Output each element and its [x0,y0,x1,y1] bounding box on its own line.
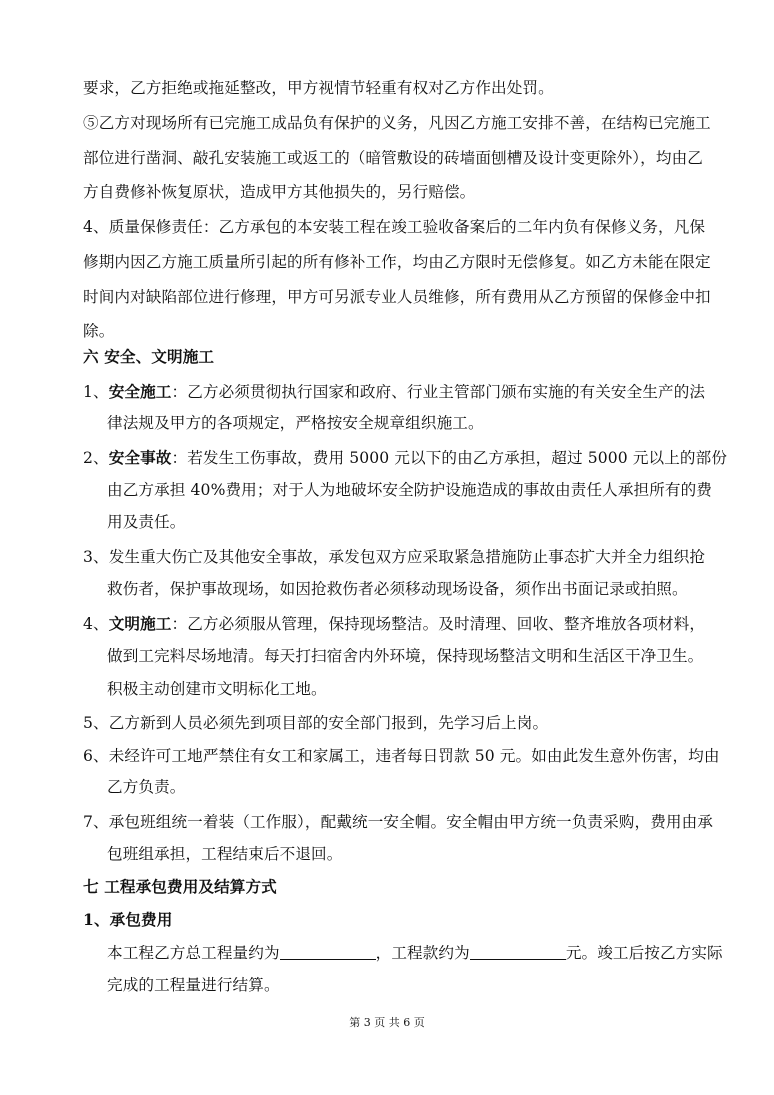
item-keyword: 安全施工 [108,382,172,401]
item-keyword: 文明施工 [108,614,172,633]
item-6-line-2: 乙方负责。 [107,778,186,796]
paragraph-line: 方自费修补恢复原状，造成甲方其他损失的，另行赔偿。 [83,183,476,201]
item-3-line-2: 救伤者，保护事故现场，如因抢救伤者必须移动现场设备，须作出书面记录或拍照。 [107,580,688,598]
paragraph-line: 完成的工程量进行结算。 [107,976,280,994]
amount-text-1: 本工程乙方总工程量约为 [107,944,280,962]
item-number: 4、 [83,615,109,633]
item-1-line-2: 律法规及甲方的各项规定，严格按安全规章组织施工。 [107,414,484,432]
amount-text-3: 元。竣工后按乙方实际 [565,944,723,962]
item-text: ：乙方必须服从管理，保持现场整洁。及时清理、回收、整齐堆放各项材料， [171,615,706,633]
paragraph-line: 部位进行凿洞、敲孔安装施工或返工的（暗管敷设的砖墙面刨槽及设计变更除外），均由乙 [83,149,703,167]
amount-text-2: ，工程款约为 [375,944,470,962]
paragraph-line: 修期内因乙方施工质量所引起的所有修补工作，均由乙方限时无偿修复。如乙方未能在限定 [83,253,711,271]
paragraph-line: ⑤乙方对现场所有已完施工成品负有保护的义务，凡因乙方施工安排不善，在结构已完施工 [83,114,711,132]
item-number: 1、 [83,383,109,401]
item-4-line-2: 做到工完料尽场地清。每天打扫宿舍内外环境，保持现场整洁文明和生活区干净卫生。 [107,647,704,665]
subsection-heading-1: 1、承包费用 [83,910,173,929]
page-number-footer: 第 3 页 共 6 页 [349,1016,425,1029]
item-number: 2、 [83,449,109,467]
section-heading-7: 七 工程承包费用及结算方式 [83,877,277,896]
paragraph-line: 要求，乙方拒绝或拖延整改，甲方视情节轻重有权对乙方作出处罚。 [83,79,554,97]
price-blank[interactable] [470,943,566,960]
item-2-line-1 [83,448,727,468]
item-5-line-1: 5、乙方新到人员必须先到项目部的安全部门报到，先学习后上岗。 [83,714,549,732]
paragraph-line: 除。 [83,322,115,340]
item-7-line-1: 7、承包班组统一着装（工作服），配戴统一安全帽。安全帽由甲方统一负责采购，费用由承 [83,813,713,831]
item-3-line-1: 3、发生重大伤亡及其他安全事故，承发包双方应采取紧急措施防止事态扩大并全力组织抢 [83,548,706,566]
paragraph-line: 4、质量保修责任：乙方承包的本安装工程在竣工验收备案后的二年内负有保修义务，凡保 [83,218,706,236]
contract-amount-line [107,943,723,963]
item-2-line-2: 由乙方承担 40%费用；对于人为地破坏安全防护设施造成的事故由责任人承担所有的费 [107,481,712,499]
item-2-line-3: 用及责任。 [107,513,186,531]
item-4-line-1 [83,614,705,634]
paragraph-line: 时间内对缺陷部位进行修理，甲方可另派专业人员维修，所有费用从乙方预留的保修金中扣 [83,288,711,306]
item-4-line-3: 积极主动创建市文明标化工地。 [107,680,327,698]
item-text: ：若发生工伤事故，费用 5000 元以下的由乙方承担，超过 5000 元以上的部份 [171,449,728,467]
item-7-line-2: 包班组承担，工程结束后不退回。 [107,845,343,863]
item-1-line-1 [83,382,705,402]
quantity-blank[interactable] [280,943,376,960]
section-heading-6: 六 安全、文明施工 [83,347,215,366]
item-text: ：乙方必须贯彻执行国家和政府、行业主管部门颁布实施的有关安全生产的法 [171,383,706,401]
item-6-line-1: 6、未经许可工地严禁住有女工和家属工，违者每日罚款 50 元。如由此发生意外伤害，均由 [83,747,720,765]
item-keyword: 安全事故 [108,448,172,467]
